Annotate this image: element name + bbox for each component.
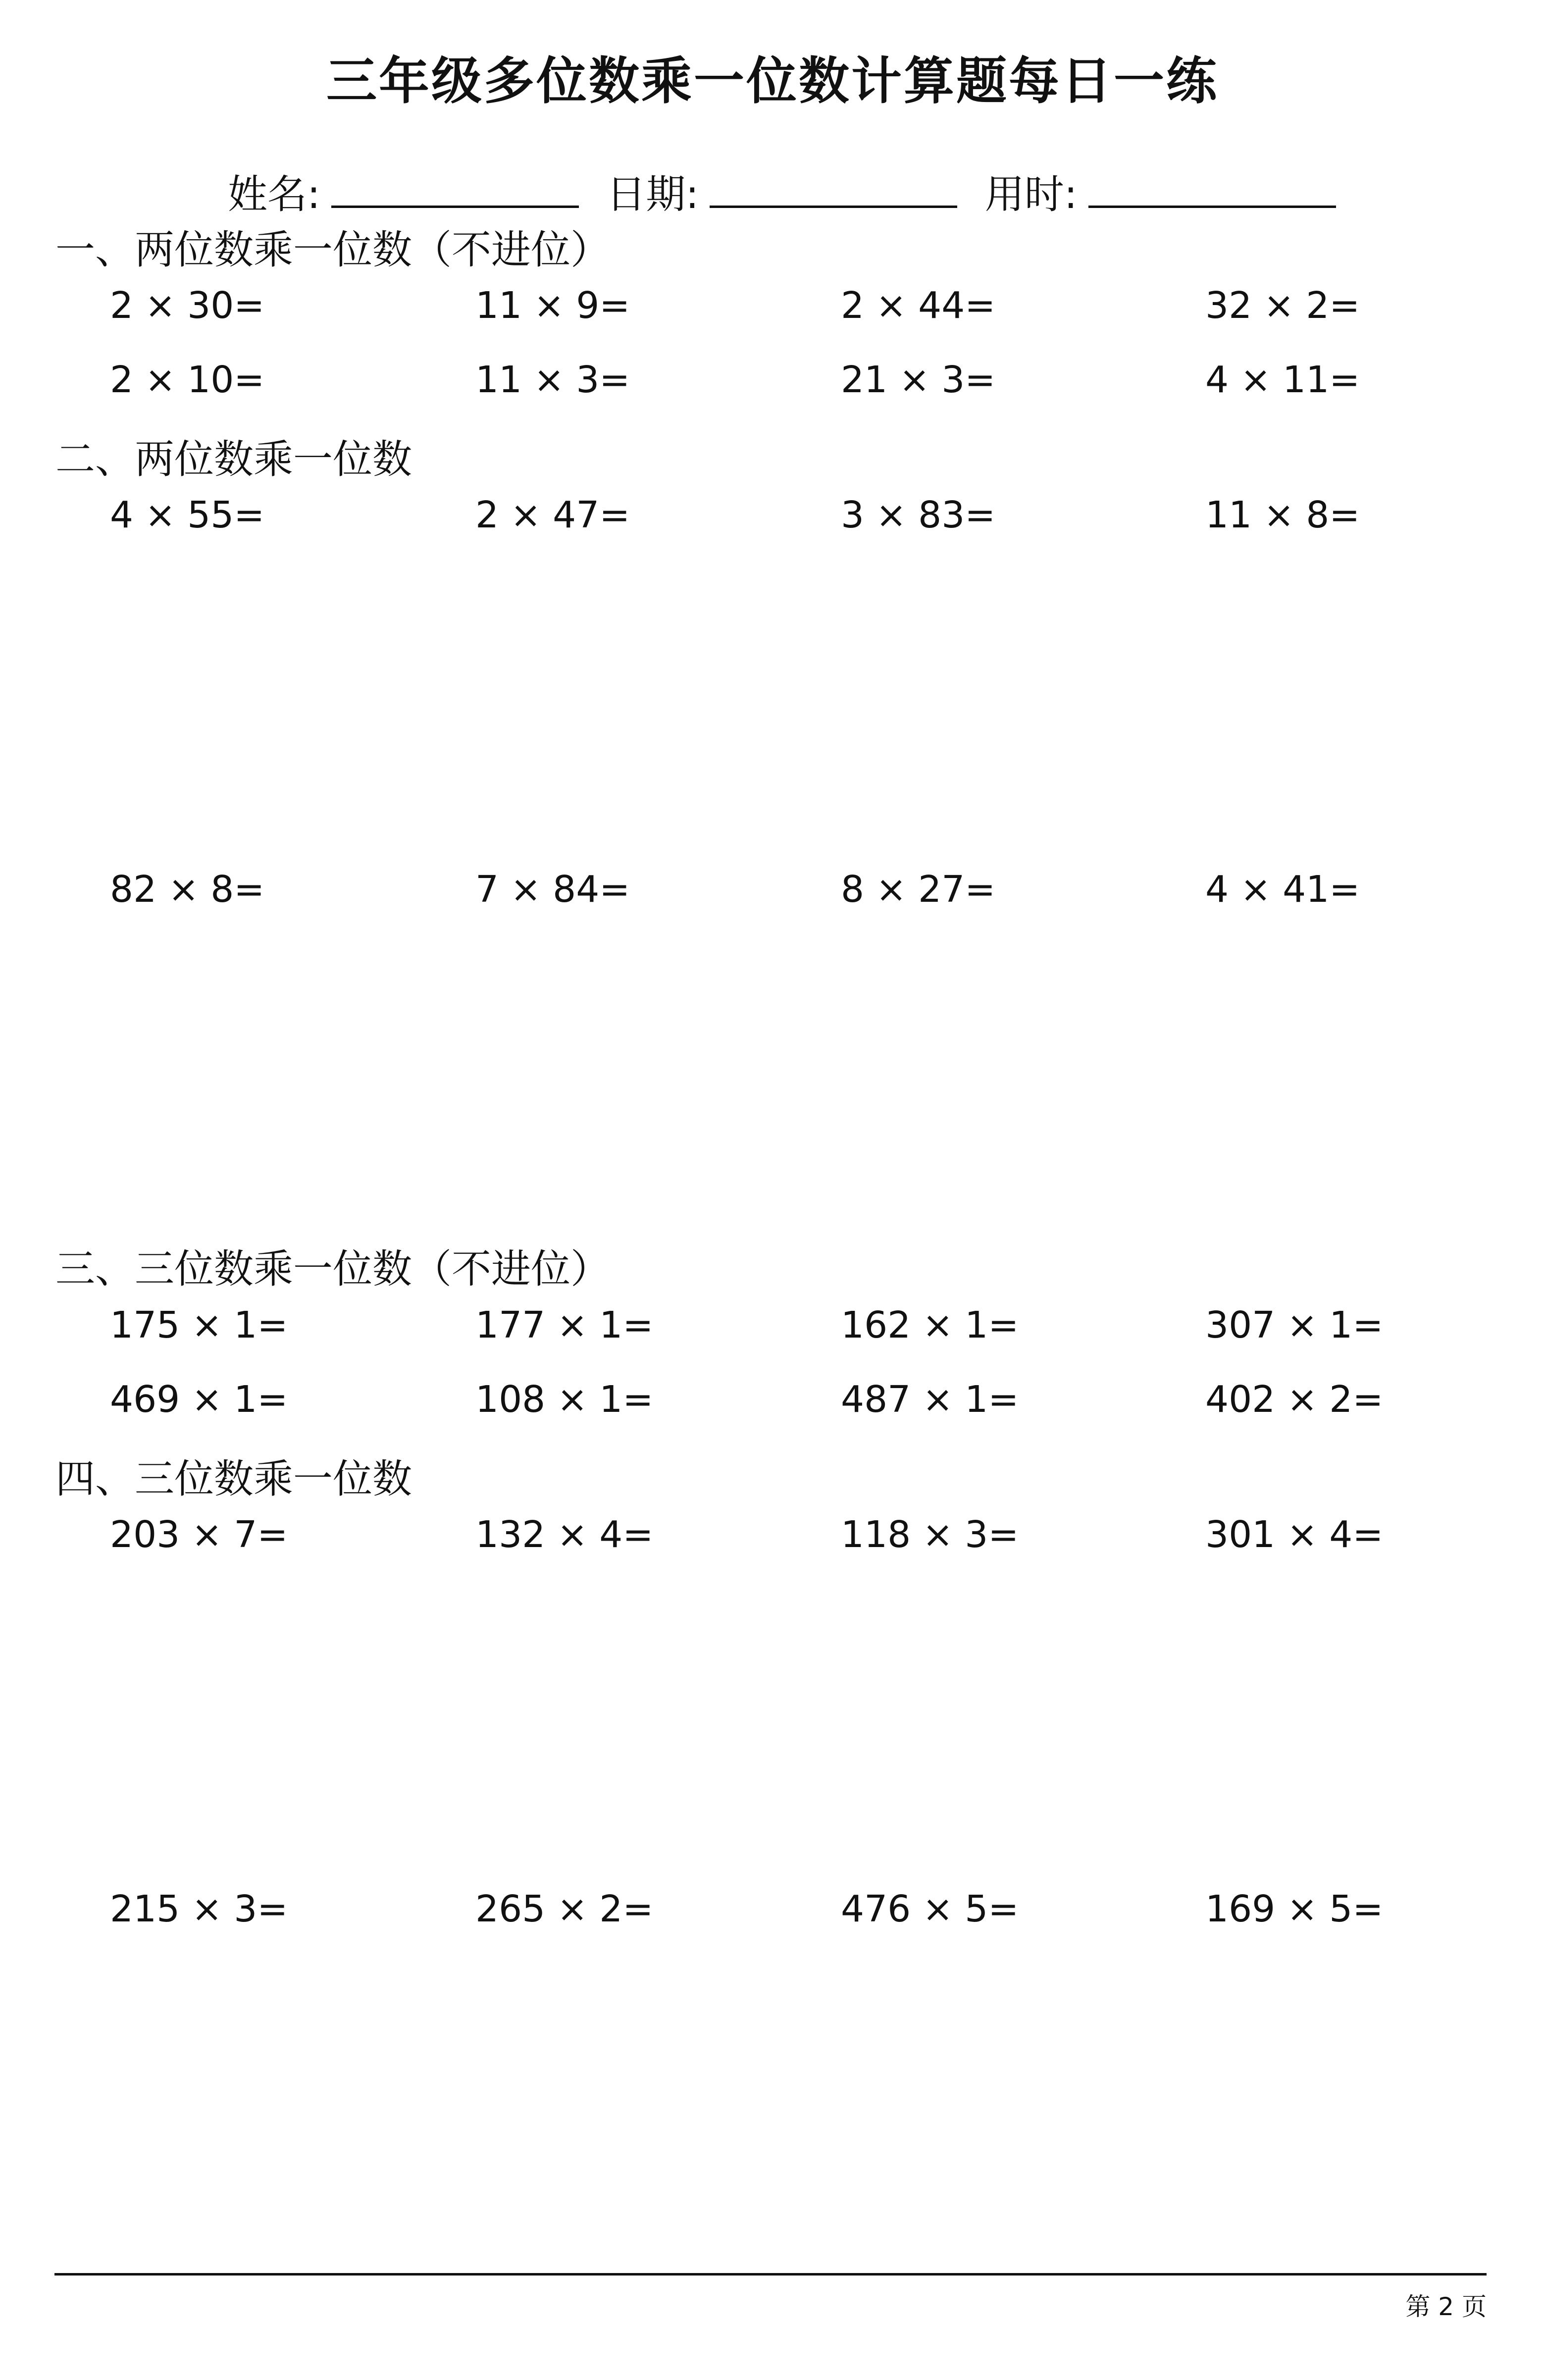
section-3-row-1 <box>0 1300 1545 1350</box>
section-1-row-2 <box>0 355 1545 405</box>
date-blank[interactable] <box>710 166 957 208</box>
section-3-row-2 <box>0 1375 1545 1424</box>
time-blank[interactable] <box>1088 166 1336 208</box>
problem: 4 × 41= <box>1205 868 1360 911</box>
section-4-row-2 <box>0 1884 1545 1934</box>
section-1-title: 一、两位数乘一位数（不进位） <box>55 227 610 273</box>
problem: 2 × 10= <box>110 359 265 401</box>
problem: 8 × 27= <box>841 868 996 911</box>
problem: 265 × 2= <box>475 1888 654 1930</box>
problem: 476 × 5= <box>841 1888 1019 1930</box>
problem: 215 × 3= <box>110 1888 288 1930</box>
section-4-title: 四、三位数乘一位数 <box>55 1456 412 1502</box>
problem: 4 × 55= <box>110 494 265 536</box>
problem: 301 × 4= <box>1205 1513 1384 1556</box>
name-blank[interactable] <box>331 166 579 208</box>
problem: 203 × 7= <box>110 1513 288 1556</box>
page-number: 第 2 页 <box>1405 2292 1487 2321</box>
problem: 307 × 1= <box>1205 1304 1384 1346</box>
problem: 169 × 5= <box>1205 1888 1384 1930</box>
problem: 2 × 30= <box>110 284 265 327</box>
problem: 108 × 1= <box>475 1378 654 1421</box>
problem: 162 × 1= <box>841 1304 1019 1346</box>
section-2-row-1 <box>0 490 1545 540</box>
problem: 4 × 11= <box>1205 359 1360 401</box>
problem: 82 × 8= <box>110 868 265 911</box>
problem: 2 × 44= <box>841 284 996 327</box>
section-3-title: 三、三位数乘一位数（不进位） <box>55 1246 610 1292</box>
section-4-row-1 <box>0 1510 1545 1559</box>
section-1-row-1 <box>0 281 1545 330</box>
problem: 402 × 2= <box>1205 1378 1384 1421</box>
problem: 487 × 1= <box>841 1378 1019 1421</box>
problem: 469 × 1= <box>110 1378 288 1421</box>
section-2-row-2 <box>0 865 1545 914</box>
footer-divider <box>54 2273 1487 2276</box>
section-2-title: 二、两位数乘一位数 <box>55 436 412 482</box>
problem: 11 × 3= <box>475 359 630 401</box>
problem: 132 × 4= <box>475 1513 654 1556</box>
problem: 21 × 3= <box>841 359 996 401</box>
problem: 11 × 9= <box>475 284 630 327</box>
student-info-bar <box>228 166 1351 219</box>
time-label: 用时: <box>984 171 1078 217</box>
problem: 11 × 8= <box>1205 494 1360 536</box>
problem: 177 × 1= <box>475 1304 654 1346</box>
name-label: 姓名: <box>228 171 320 217</box>
problem: 118 × 3= <box>841 1513 1019 1556</box>
problem: 175 × 1= <box>110 1304 288 1346</box>
date-label: 日期: <box>606 171 699 217</box>
problem: 7 × 84= <box>475 868 630 911</box>
problem: 2 × 47= <box>475 494 630 536</box>
problem: 32 × 2= <box>1205 284 1360 327</box>
problem: 3 × 83= <box>841 494 996 536</box>
page-title: 三年级多位数乘一位数计算题每日一练 <box>326 52 1219 111</box>
